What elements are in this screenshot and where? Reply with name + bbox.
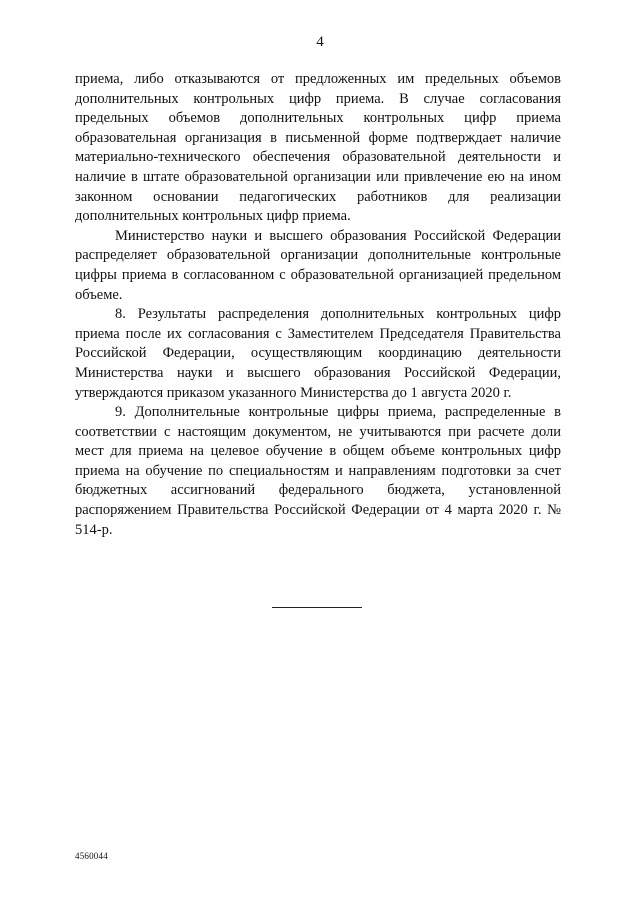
end-separator-line [272, 607, 362, 608]
paragraph-item-8: 8. Результаты распределения дополнительных контрольных цифр приема после их согласования с Заместителем Председателя Правительства Российской Федерации, осуществляющим координацию деятельности Министерства науки и высшего образования Российской Федерации, утверждаются приказом указанного Министерства до 1 августа 2020 г. [75, 306, 561, 401]
paragraph-ministry-distribution: Министерство науки и высшего образования Российской Федерации распределяет образовательной организации дополнительные контрольные цифры приема в согласованном с образовательной организацией предельном объеме. [75, 227, 561, 303]
document-body [75, 70, 561, 540]
paragraph-item-9: 9. Дополнительные контрольные цифры приема, распределенные в соответствии с настоящим документом, не учитываются при расчете доли мест для приема на целевое обучение в общем объеме контрольных цифр приема на обучение по специальностям и направлениям подготовки за счет бюджетных ассигнований федерального бюджета, установленной распоряжением Правительства Российской Федерации от 4 марта 2020 г. № 514-р. [75, 404, 561, 538]
page-number: 4 [316, 34, 324, 50]
paragraph-continuation: приема, либо отказываются от предложенных им предельных объемов дополнительных контрольных цифр приема. В случае согласования предельных объемов дополнительных контрольных цифр приема образовательная организация в письменной форме подтверждает наличие материально-технического обеспечения образовательной деятельности и наличие в штате образовательной организации или привлечение ею на ином законном основании педагогических работников для реализации дополнительных контрольных цифр приема. [75, 71, 561, 225]
document-code: 4560044 [75, 851, 108, 861]
